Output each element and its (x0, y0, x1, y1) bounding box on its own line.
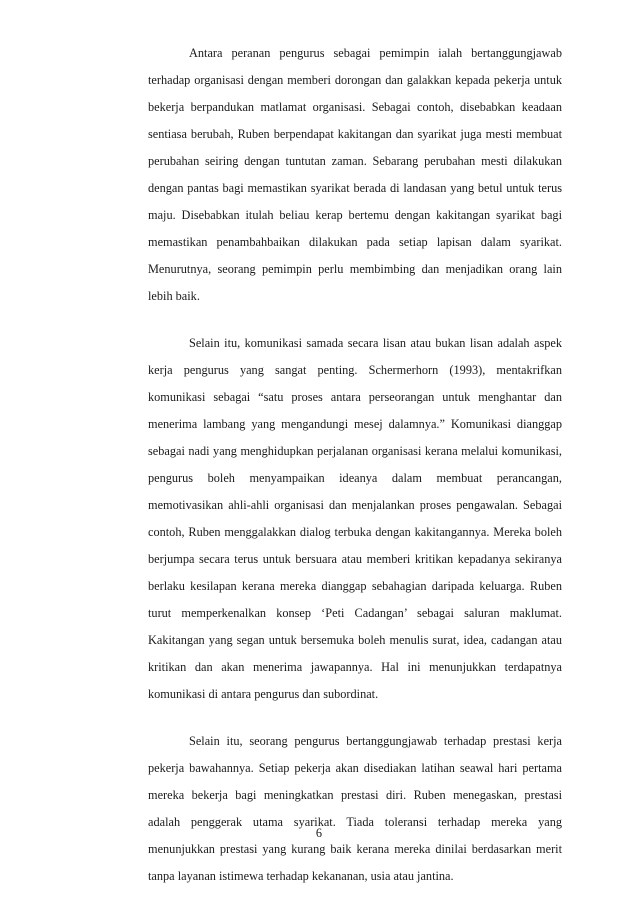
body-text (148, 40, 562, 890)
page-number: 6 (315, 826, 323, 840)
paragraph-1: Antara peranan pengurus sebagai pemimpin ialah bertanggungjawab terhadap organisasi dengan memberi dorongan dan galakkan kepada pekerja untuk bekerja berpandukan matlamat organisasi. Sebagai contoh, disebabkan keadaan sentiasa berubah, Ruben berpendapat kakitangan dan syarikat juga mesti membuat perubahan seiring dengan tuntutan zaman. Sebarang perubahan mesti dilakukan dengan pantas bagi memastikan syarikat berada di landasan yang betul untuk terus maju. Disebabkan itulah beliau kerap bertemu dengan kakitangan syarikat bagi memastikan penambahbaikan dilakukan pada setiap lapisan dalam syarikat. Menurutnya, seorang pemimpin perlu membimbing dan menjadikan orang lain lebih baik. (148, 46, 562, 303)
paragraph-2: Selain itu, komunikasi samada secara lisan atau bukan lisan adalah aspek kerja pengurus yang sangat penting. Schermerhorn (1993), mentakrifkan komunikasi sebagai “satu proses antara perseorangan untuk menghantar dan menerima lambang yang mengandungi mesej dalamnya.” Komunikasi dianggap sebagai nadi yang menghidupkan perjalanan organisasi kerana melalui komunikasi, pengurus boleh menyampaikan ideanya dalam membuat perancangan, memotivasikan ahli-ahli organisasi dan menjalankan proses pengawalan. Sebagai contoh, Ruben menggalakkan dialog terbuka dengan kakitangannya. Mereka boleh berjumpa secara terus untuk bersuara atau memberi kritikan kepadanya sekiranya berlaku kesilapan kerana mereka dianggap sebahagian daripada keluarga. Ruben turut memperkenalkan konsep ‘Peti Cadangan’ sebagai saluran maklumat. Kakitangan yang segan untuk bersemuka boleh menulis surat, idea, cadangan atau kritikan dan akan menerima jawapannya. Hal ini menunjukkan terdapatnya komunikasi di antara pengurus dan subordinat. (148, 336, 562, 701)
paragraph-3: Selain itu, seorang pengurus bertanggungjawab terhadap prestasi kerja pekerja bawahannya. Setiap pekerja akan disediakan latihan seawal hari pertama mereka bekerja bagi meningkatkan prestasi diri. Ruben menegaskan, prestasi adalah penggerak utama syarikat. Tiada toleransi terhadap mereka yang menunjukkan prestasi yang kurang baik kerana mereka dinilai berdasarkan merit tanpa layanan istimewa terhadap kekananan, usia atau jantina. (148, 734, 562, 883)
